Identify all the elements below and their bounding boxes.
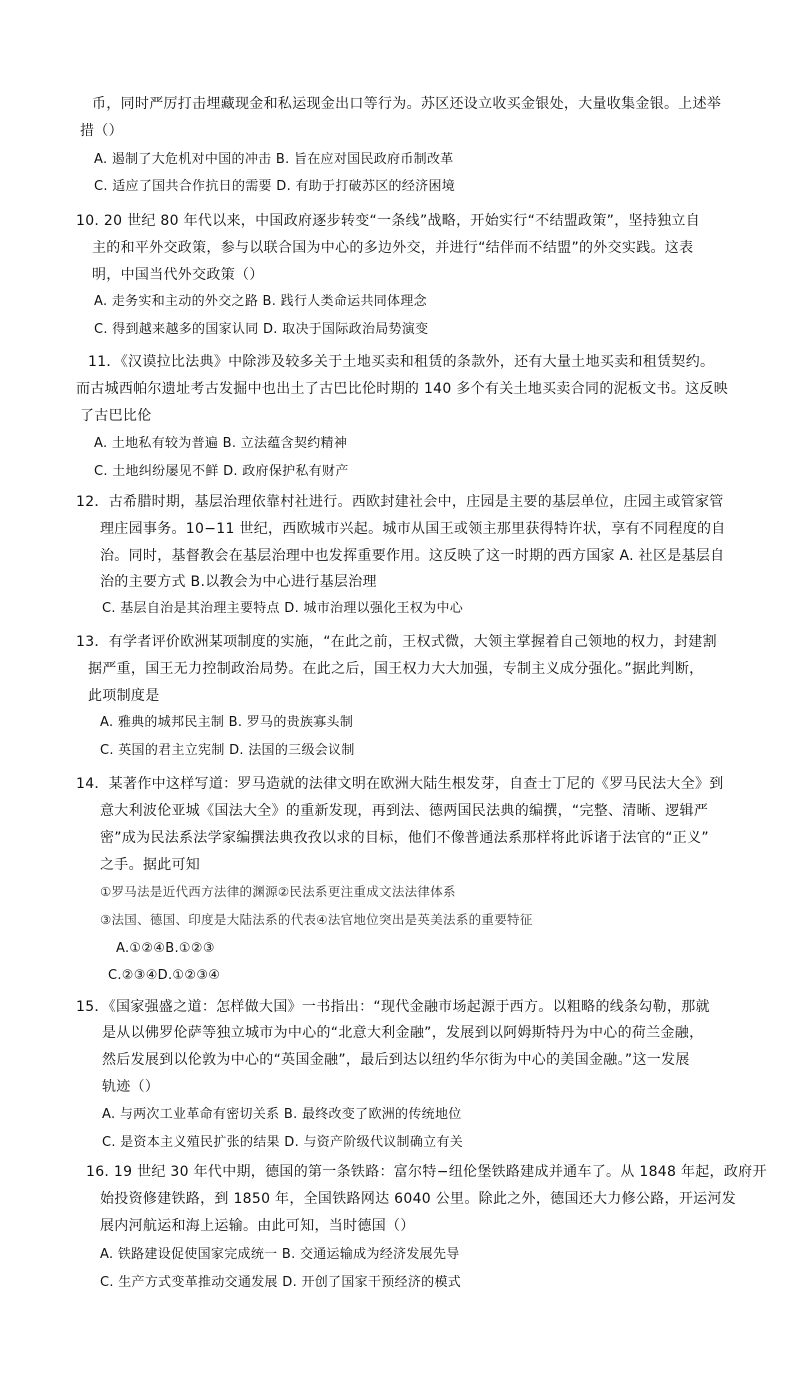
q13-line-3: 此项制度是	[88, 688, 160, 704]
q13-options-ab: A. 雅典的城邦民主制 B. 罗马的贵族寡头制	[100, 715, 354, 730]
q13-line-2: 据严重，国王无力控制政治局势。在此之后，国王权力大大加强，专制主义成分强化。”据此判断，	[88, 661, 704, 677]
q15-line-3: 然后发展到以伦敦为中心的“英国金融”，最后到达以纽约华尔街为中心的美国金融。”这一发展	[102, 1052, 690, 1068]
q12-line-4: 治的主要方式 B.以教会为中心进行基层治理	[100, 574, 377, 590]
q9-line-1: 币，同时严厉打击埋藏现金和私运现金出口等行为。苏区还设立收买金银处，大量收集金银。上述举	[92, 96, 722, 112]
q14-options-ab: A.①②④B.①②③	[116, 941, 215, 956]
q9-options-cd: C. 适应了国共合作抗日的需要 D. 有助于打破苏区的经济困境	[94, 179, 456, 194]
q12-line-1: 12．古希腊时期，基层治理依靠村社进行。西欧封建社会中，庄园是主要的基层单位，庄园主或管家管	[76, 494, 724, 510]
q11-line-3: 了古巴比伦	[80, 408, 152, 424]
q9-options-ab: A. 遏制了大危机对中国的冲击 B. 旨在应对国民政府币制改革	[94, 152, 454, 167]
q16-line-1: 16. 19 世纪 30 年代中期，德国的第一条铁路：富尔特−纽伦堡铁路建成并通车了。从 1848 年起，政府开	[86, 1164, 767, 1180]
q16-options-cd: C. 生产方式变革推动交通发展 D. 开创了国家干预经济的模式	[100, 1275, 462, 1290]
q10-options-cd: C. 得到越来越多的国家认同 D. 取决于国际政治局势演变	[94, 322, 429, 337]
q15-line-2: 是从以佛罗伦萨等独立城市为中心的“北意大利金融”，发展到以阿姆斯特丹为中心的荷兰金融，	[102, 1025, 704, 1041]
q10-options-ab: A. 走务实和主动的外交之路 B. 践行人类命运共同体理念	[94, 294, 427, 309]
q12-options-cd: C. 基层自治是其治理主要特点 D. 城市治理以强化王权为中心	[102, 601, 464, 616]
q12-line-2: 理庄园事务。10−11 世纪，西欧城市兴起。城市从国王或领主那里获得特许状，享有不同程度的自	[100, 521, 726, 537]
q11-line-1: 11．《汉谟拉比法典》中除涉及较多关于土地买卖和租赁的条款外，还有大量土地买卖和租赁契约。	[88, 354, 715, 370]
q13-options-cd: C. 英国的君主立宪制 D. 法国的三级会议制	[100, 743, 355, 758]
q15-options-cd: C. 是资本主义殖民扩张的结果 D. 与资产阶级代议制确立有关	[102, 1135, 464, 1150]
q16-options-ab: A. 铁路建设促使国家完成统一 B. 交通运输成为经济发展先导	[100, 1247, 460, 1262]
q10-line-3: 明，中国当代外交政策（）	[92, 267, 264, 283]
q14-line-1: 14．某著作中这样写道：罗马造就的法律文明在欧洲大陆生根发芽，自查士丁尼的《罗马民法大全》到	[76, 776, 724, 792]
q14-statements-1: ①罗马法是近代西方法律的渊源②民法系更注重成文法法律体系	[100, 884, 456, 899]
q16-line-3: 展内河航运和海上运输。由此可知，当时德国（）	[100, 1218, 415, 1234]
q11-options-ab: A. 土地私有较为普遍 B. 立法蕴含契约精神	[94, 436, 348, 451]
q14-line-4: 之手。据此可知	[100, 857, 201, 873]
q15-line-1: 15．《国家强盛之道：怎样做大国》一书指出：“现代金融市场起源于西方。以粗略的线条勾勒，那就	[76, 999, 710, 1015]
q15-line-4: 轨迹（）	[102, 1079, 160, 1095]
q10-line-2: 主的和平外交政策，参与以联合国为中心的多边外交，并进行“结伴而不结盟”的外交实践。这表	[92, 240, 694, 256]
q15-options-ab: A. 与两次工业革命有密切关系 B. 最终改变了欧洲的传统地位	[102, 1107, 462, 1122]
q14-line-2: 意大利波伦亚城《国法大全》的重新发现，再到法、德两国民法典的编撰，“完整、清晰、逻辑严	[100, 803, 709, 819]
q11-line-2: 而古城西帕尔遗址考古发掘中也出土了古巴比伦时期的 140 多个有关土地买卖合同的泥板文书。这反映	[76, 381, 729, 397]
q9-line-2: 措（）	[80, 123, 123, 139]
q10-line-1: 10. 20 世纪 80 年代以来，中国政府逐步转变“一条线”战略，开始实行“不结盟政策”，坚持独立自	[76, 213, 701, 229]
q14-line-3: 密”成为民法系法学家编撰法典孜孜以求的目标，他们不像普通法系那样将此诉诸于法官的“正义”	[100, 830, 709, 846]
q13-line-1: 13．有学者评价欧洲某项制度的实施，“在此之前，王权式微，大领主掌握着自己领地的权力，封建割	[76, 634, 717, 650]
q16-line-2: 始投资修建铁路，到 1850 年，全国铁路网达 6040 公里。除此之外，德国还大力修公路，开运河发	[100, 1191, 737, 1207]
q14-options-cd: C.②③④D.①②③④	[108, 968, 221, 983]
q14-statements-2: ③法国、德国、印度是大陆法系的代表④法官地位突出是英美法系的重要特征	[100, 912, 533, 927]
q12-line-3: 治。同时，基督教会在基层治理中也发挥重要作用。这反映了这一时期的西方国家 A. 社区是基层自	[100, 548, 725, 564]
q11-options-cd: C. 土地纠纷屡见不鲜 D. 政府保护私有财产	[94, 464, 349, 479]
